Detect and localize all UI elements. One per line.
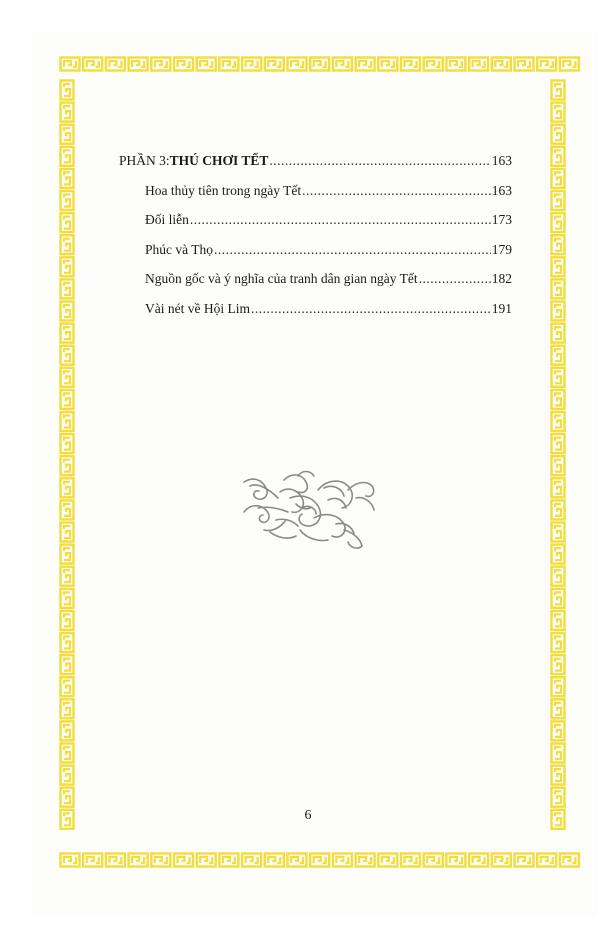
greek-key-tile (197, 58, 216, 71)
greek-key-tile (61, 368, 74, 387)
greek-key-tile (401, 854, 420, 867)
greek-key-tile (61, 500, 74, 519)
greek-key-tile (552, 302, 565, 321)
greek-key-tile (552, 677, 565, 696)
greek-key-tile (469, 854, 488, 867)
greek-key-tile (265, 854, 284, 867)
greek-key-tile (61, 788, 74, 807)
greek-key-tile (61, 677, 74, 696)
greek-key-tile (61, 103, 74, 122)
greek-key-tile (288, 58, 307, 71)
greek-key-tile (552, 125, 565, 144)
toc-entry[interactable] (119, 205, 512, 235)
greek-key-tile (560, 854, 579, 867)
greek-key-tile (61, 346, 74, 365)
greek-key-tile (61, 545, 74, 564)
greek-key-tile (61, 324, 74, 343)
greek-key-tile (537, 854, 556, 867)
greek-key-tile (469, 58, 488, 71)
toc-entry-page: 182 (491, 271, 512, 286)
greek-key-tile (446, 854, 465, 867)
greek-key-tile (174, 854, 193, 867)
greek-key-tile (61, 147, 74, 166)
greek-key-tile (552, 744, 565, 763)
greek-key-tile (61, 655, 74, 674)
greek-key-tile (552, 235, 565, 254)
greek-key-tile (61, 854, 80, 867)
greek-key-tile (333, 58, 352, 71)
greek-key-tile (552, 589, 565, 608)
greek-key-tile (424, 854, 443, 867)
lotus-ornament-icon (240, 468, 380, 550)
toc-entry-page: 163 (491, 182, 512, 198)
greek-key-tile (552, 412, 565, 431)
part-title: THÚ CHƠI TẾT (169, 153, 269, 168)
greek-key-tile (424, 58, 443, 71)
greek-key-tile (219, 854, 238, 867)
dot-leader (269, 146, 490, 176)
greek-key-tile (61, 235, 74, 254)
greek-key-tile (174, 58, 193, 71)
greek-key-tile (61, 633, 74, 652)
greek-key-tile (106, 854, 125, 867)
toc-entry-title: Hoa thủy tiên trong ngày Tết (145, 182, 302, 198)
greek-key-tile (552, 81, 565, 100)
greek-key-tile (151, 58, 170, 71)
greek-key-tile (552, 655, 565, 674)
greek-key-tile (61, 390, 74, 409)
dot-leader (302, 176, 491, 206)
greek-key-tile (552, 368, 565, 387)
greek-key-tile (552, 567, 565, 586)
greek-key-tile (378, 58, 397, 71)
greek-key-tile (61, 213, 74, 232)
greek-key-tile (61, 434, 74, 453)
greek-key-tile (61, 589, 74, 608)
greek-key-tile (61, 302, 74, 321)
toc-entry[interactable] (119, 235, 512, 265)
toc-entry[interactable] (119, 294, 512, 324)
greek-key-tile (560, 58, 579, 71)
greek-key-tile (61, 279, 74, 298)
greek-key-tile (83, 58, 102, 71)
greek-key-tile (552, 523, 565, 542)
dot-leader (214, 235, 491, 265)
greek-key-tile (61, 699, 74, 718)
greek-key-tile (552, 147, 565, 166)
part-prefix: PHẦN 3: (119, 153, 170, 168)
greek-key-tile (492, 854, 511, 867)
greek-key-tile (552, 279, 565, 298)
greek-key-tile (552, 390, 565, 409)
greek-key-tile (61, 412, 74, 431)
greek-key-tile (83, 854, 102, 867)
greek-key-tile (446, 58, 465, 71)
greek-key-tile (552, 169, 565, 188)
greek-key-tile (515, 58, 534, 71)
greek-key-tile (129, 854, 148, 867)
greek-key-tile (61, 567, 74, 586)
dot-leader (419, 264, 491, 294)
toc-entry-title: Phúc và Thọ (145, 241, 213, 257)
toc-entry-page: 191 (491, 300, 512, 316)
greek-key-tile (61, 169, 74, 188)
dot-leader (251, 294, 491, 324)
greek-key-tile (552, 324, 565, 343)
greek-key-tile (378, 854, 397, 867)
greek-key-tile (333, 854, 352, 867)
greek-key-tile (552, 191, 565, 210)
greek-key-tile (288, 854, 307, 867)
greek-key-tile (61, 523, 74, 542)
toc-entry[interactable] (119, 264, 512, 294)
greek-key-tile (552, 545, 565, 564)
greek-key-tile (552, 500, 565, 519)
greek-key-tile (61, 58, 80, 71)
toc-part-heading[interactable] (119, 146, 512, 176)
greek-key-tile (356, 58, 375, 71)
greek-key-tile (61, 766, 74, 785)
toc-entry-page: 173 (491, 212, 512, 227)
greek-key-tile (219, 58, 238, 71)
greek-key-tile (129, 58, 148, 71)
toc-entry-page: 179 (491, 241, 512, 257)
part-page-number: 163 (491, 153, 512, 168)
greek-key-tile (61, 744, 74, 763)
greek-key-tile (515, 854, 534, 867)
greek-key-tile (552, 611, 565, 630)
greek-key-tile (552, 633, 565, 652)
greek-key-tile (552, 721, 565, 740)
greek-key-tile (310, 58, 329, 71)
greek-key-tile (61, 456, 74, 475)
toc-entry-title: Nguồn gốc và ý nghĩa của tranh dân gian ngày Tết (145, 271, 418, 286)
greek-key-tile (552, 699, 565, 718)
greek-key-tile (242, 58, 261, 71)
greek-key-tile (61, 191, 74, 210)
greek-key-tile (265, 58, 284, 71)
page-number: 6 (304, 808, 312, 823)
greek-key-tile (61, 81, 74, 100)
greek-key-tile (151, 854, 170, 867)
greek-key-tile (492, 58, 511, 71)
greek-key-tile (552, 478, 565, 497)
greek-key-tile (106, 58, 125, 71)
greek-key-tile (537, 58, 556, 71)
dot-leader (190, 205, 491, 235)
greek-key-tile (61, 478, 74, 497)
greek-key-tile (552, 103, 565, 122)
greek-key-tile (552, 213, 565, 232)
toc-entry-title: Vài nét về Hội Lim (145, 300, 250, 316)
greek-key-tile (552, 788, 565, 807)
greek-key-tile (552, 434, 565, 453)
greek-key-tile (61, 257, 74, 276)
toc-entry-title: Đối liễn (145, 212, 189, 227)
greek-key-tile (61, 721, 74, 740)
greek-key-tile (242, 854, 261, 867)
greek-key-tile (552, 257, 565, 276)
table-of-contents (119, 146, 512, 323)
toc-entry[interactable] (119, 176, 512, 206)
greek-key-tile (552, 766, 565, 785)
greek-key-tile (356, 854, 375, 867)
greek-key-tile (552, 456, 565, 475)
greek-key-tile (61, 611, 74, 630)
greek-key-tile (61, 125, 74, 144)
greek-key-tile (310, 854, 329, 867)
greek-key-tile (197, 854, 216, 867)
greek-key-tile (552, 346, 565, 365)
greek-key-tile (401, 58, 420, 71)
